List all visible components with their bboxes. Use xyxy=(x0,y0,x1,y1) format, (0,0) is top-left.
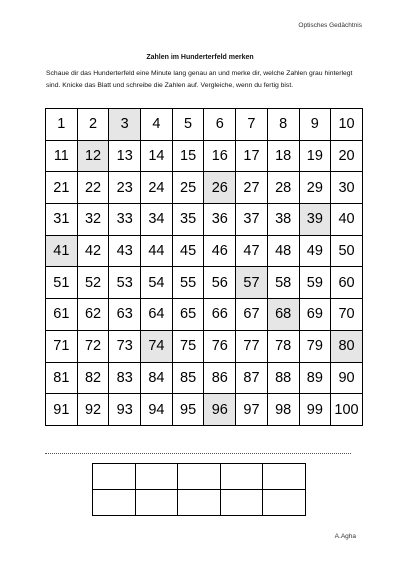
grid-row xyxy=(46,172,363,204)
grid-cell: 100 xyxy=(331,394,363,426)
grid-cell: 1 xyxy=(46,109,78,141)
grid-cell: 21 xyxy=(46,172,78,204)
grid-cell: 9 xyxy=(299,109,331,141)
grid-row xyxy=(46,204,363,236)
answer-box[interactable] xyxy=(178,490,221,516)
grid-cell: 8 xyxy=(267,109,299,141)
grid-row xyxy=(46,109,363,141)
grid-cell: 69 xyxy=(299,299,331,331)
grid-cell: 82 xyxy=(77,362,109,394)
grid-cell: 46 xyxy=(204,235,236,267)
grid-cell: 86 xyxy=(204,362,236,394)
grid-cell: 11 xyxy=(46,140,78,172)
fold-line xyxy=(45,453,351,454)
grid-cell: 48 xyxy=(267,235,299,267)
grid-cell: 17 xyxy=(236,140,268,172)
grid-cell: 24 xyxy=(141,172,173,204)
author-name: A.Agha xyxy=(334,533,356,540)
grid-cell: 20 xyxy=(331,140,363,172)
grid-cell: 77 xyxy=(236,330,268,362)
grid-cell: 98 xyxy=(267,394,299,426)
grid-cell: 78 xyxy=(267,330,299,362)
grid-cell: 54 xyxy=(141,267,173,299)
grid-cell: 81 xyxy=(46,362,78,394)
grid-cell: 60 xyxy=(331,267,363,299)
grid-row xyxy=(46,235,363,267)
grid-cell: 35 xyxy=(172,204,204,236)
answer-row xyxy=(93,490,306,516)
grid-cell: 13 xyxy=(109,140,141,172)
grid-cell: 49 xyxy=(299,235,331,267)
grid-cell-highlighted: 12 xyxy=(77,140,109,172)
grid-cell: 18 xyxy=(267,140,299,172)
grid-cell: 87 xyxy=(236,362,268,394)
grid-cell: 34 xyxy=(141,204,173,236)
grid-cell: 19 xyxy=(299,140,331,172)
grid-cell-highlighted: 39 xyxy=(299,204,331,236)
grid-cell: 73 xyxy=(109,330,141,362)
grid-row xyxy=(46,394,363,426)
grid-cell: 36 xyxy=(204,204,236,236)
answer-box[interactable] xyxy=(263,490,306,516)
grid-cell: 43 xyxy=(109,235,141,267)
grid-cell: 83 xyxy=(109,362,141,394)
grid-cell: 61 xyxy=(46,299,78,331)
grid-cell: 22 xyxy=(77,172,109,204)
answer-box[interactable] xyxy=(135,490,178,516)
grid-cell: 97 xyxy=(236,394,268,426)
grid-cell: 15 xyxy=(172,140,204,172)
grid-cell: 71 xyxy=(46,330,78,362)
answer-box[interactable] xyxy=(93,464,136,490)
grid-cell: 55 xyxy=(172,267,204,299)
grid-cell: 42 xyxy=(77,235,109,267)
grid-cell: 2 xyxy=(77,109,109,141)
grid-row xyxy=(46,267,363,299)
grid-cell: 59 xyxy=(299,267,331,299)
grid-cell: 27 xyxy=(236,172,268,204)
grid-cell: 79 xyxy=(299,330,331,362)
grid-cell: 63 xyxy=(109,299,141,331)
grid-cell: 25 xyxy=(172,172,204,204)
grid-cell-highlighted: 57 xyxy=(236,267,268,299)
grid-cell: 89 xyxy=(299,362,331,394)
grid-cell: 52 xyxy=(77,267,109,299)
answer-box[interactable] xyxy=(93,490,136,516)
grid-cell-highlighted: 74 xyxy=(141,330,173,362)
grid-cell: 33 xyxy=(109,204,141,236)
grid-cell: 44 xyxy=(141,235,173,267)
grid-cell: 90 xyxy=(331,362,363,394)
grid-cell-highlighted: 3 xyxy=(109,109,141,141)
grid-row xyxy=(46,330,363,362)
grid-cell: 53 xyxy=(109,267,141,299)
grid-cell: 10 xyxy=(331,109,363,141)
grid-row xyxy=(46,140,363,172)
grid-cell: 70 xyxy=(331,299,363,331)
grid-cell-highlighted: 68 xyxy=(267,299,299,331)
grid-cell: 94 xyxy=(141,394,173,426)
grid-cell: 75 xyxy=(172,330,204,362)
grid-cell: 51 xyxy=(46,267,78,299)
instructions-text: Schaue dir das Hunderterfeld eine Minute lang genau an und merke dir, welche Zahlen grau hinterlegt sind. Knicke das Blatt und schreibe die Zahlen auf. Vergleiche, wenn du fertig bist. xyxy=(46,70,353,89)
grid-cell: 66 xyxy=(204,299,236,331)
grid-cell: 76 xyxy=(204,330,236,362)
grid-cell: 37 xyxy=(236,204,268,236)
grid-cell: 62 xyxy=(77,299,109,331)
grid-cell: 64 xyxy=(141,299,173,331)
grid-cell: 47 xyxy=(236,235,268,267)
grid-cell: 93 xyxy=(109,394,141,426)
grid-cell-highlighted: 26 xyxy=(204,172,236,204)
grid-cell: 40 xyxy=(331,204,363,236)
answer-row xyxy=(93,464,306,490)
worksheet-subject: Optisches Gedächtnis xyxy=(298,22,362,29)
answer-box[interactable] xyxy=(135,464,178,490)
grid-cell: 58 xyxy=(267,267,299,299)
grid-cell: 95 xyxy=(172,394,204,426)
grid-cell: 45 xyxy=(172,235,204,267)
grid-cell: 99 xyxy=(299,394,331,426)
grid-row xyxy=(46,299,363,331)
grid-cell: 4 xyxy=(141,109,173,141)
answer-boxes xyxy=(92,463,306,516)
grid-cell-highlighted: 96 xyxy=(204,394,236,426)
grid-cell: 38 xyxy=(267,204,299,236)
grid-cell: 14 xyxy=(141,140,173,172)
grid-cell: 6 xyxy=(204,109,236,141)
grid-cell-highlighted: 80 xyxy=(331,330,363,362)
answer-box[interactable] xyxy=(220,464,263,490)
answer-box[interactable] xyxy=(263,464,306,490)
grid-cell: 91 xyxy=(46,394,78,426)
grid-cell: 85 xyxy=(172,362,204,394)
grid-cell: 29 xyxy=(299,172,331,204)
grid-cell: 50 xyxy=(331,235,363,267)
grid-cell: 5 xyxy=(172,109,204,141)
grid-cell: 16 xyxy=(204,140,236,172)
grid-cell: 65 xyxy=(172,299,204,331)
grid-cell: 67 xyxy=(236,299,268,331)
grid-cell: 84 xyxy=(141,362,173,394)
grid-cell: 31 xyxy=(46,204,78,236)
hundred-grid xyxy=(45,108,363,426)
grid-cell: 28 xyxy=(267,172,299,204)
grid-cell: 7 xyxy=(236,109,268,141)
grid-cell: 56 xyxy=(204,267,236,299)
grid-cell-highlighted: 41 xyxy=(46,235,78,267)
grid-cell: 23 xyxy=(109,172,141,204)
worksheet-title: Zahlen im Hunderterfeld merken xyxy=(146,54,254,61)
grid-row xyxy=(46,362,363,394)
answer-box[interactable] xyxy=(220,490,263,516)
grid-cell: 32 xyxy=(77,204,109,236)
grid-cell: 72 xyxy=(77,330,109,362)
grid-cell: 92 xyxy=(77,394,109,426)
grid-cell: 88 xyxy=(267,362,299,394)
grid-cell: 30 xyxy=(331,172,363,204)
answer-box[interactable] xyxy=(178,464,221,490)
